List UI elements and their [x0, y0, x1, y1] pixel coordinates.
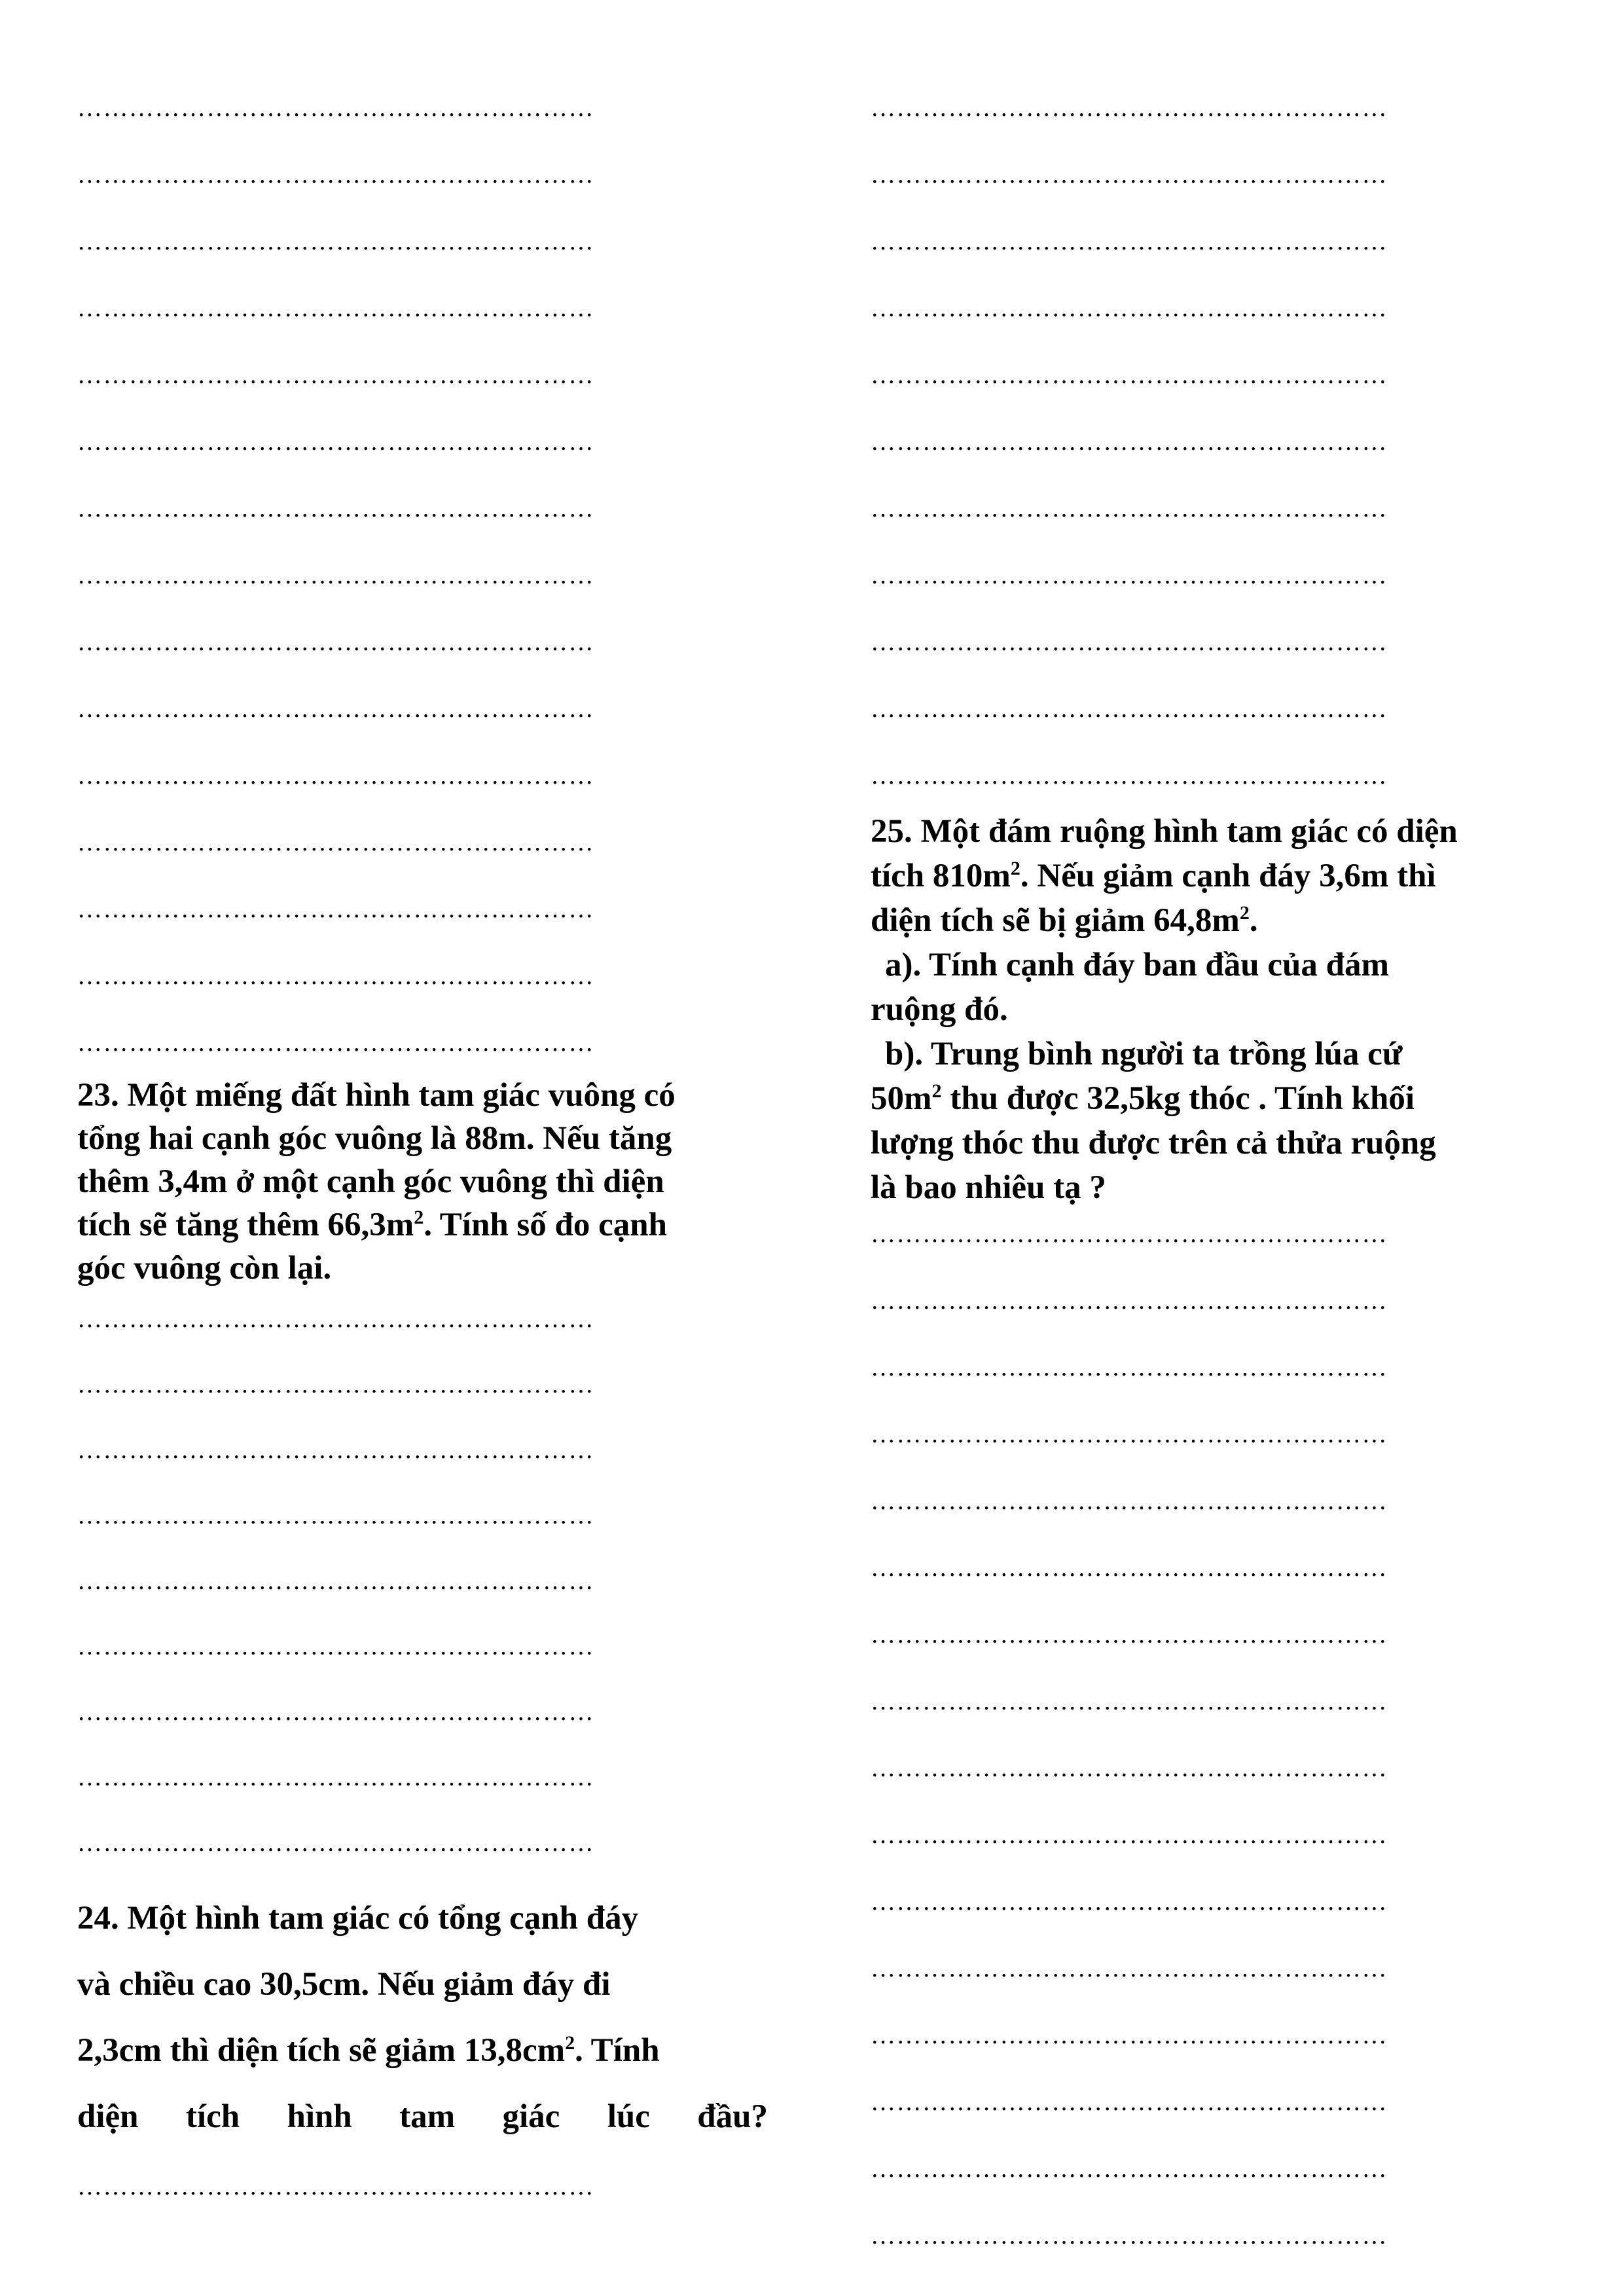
- answer-line: ……………………………………………………: [77, 1830, 594, 1856]
- problem-24-line: và chiều cao 30,5cm. Nếu giảm đáy đi: [77, 1966, 611, 2003]
- answer-line: ……………………………………………………: [871, 362, 1388, 388]
- problem-25-part-b: là bao nhiêu tạ ?: [871, 1169, 1106, 1206]
- answer-line: ……………………………………………………: [871, 1889, 1388, 1915]
- problem-25: [871, 809, 1558, 1210]
- answer-line: ……………………………………………………: [871, 2156, 1388, 2182]
- problem-23-line: 23. Một miếng đất hình tam giác vuông có: [77, 1077, 676, 1114]
- answer-line: ……………………………………………………: [77, 228, 594, 255]
- problem-24: [77, 1886, 768, 2150]
- answer-line: ……………………………………………………: [77, 829, 594, 856]
- answer-line: ……………………………………………………: [77, 362, 594, 388]
- answer-line: ……………………………………………………: [871, 1421, 1388, 1448]
- answer-line: ……………………………………………………: [871, 763, 1388, 789]
- problem-24-line: 24. Một hình tam giác có tổng cạnh đáy: [77, 1900, 639, 1937]
- answer-line: ……………………………………………………: [77, 429, 594, 455]
- answer-line: ……………………………………………………: [77, 696, 594, 722]
- problem-24-line: diện tích hình tam giác lúc đầu?: [77, 2098, 768, 2135]
- answer-line: ……………………………………………………: [77, 1764, 594, 1791]
- answer-line: ……………………………………………………: [871, 1956, 1388, 1982]
- answer-line: ……………………………………………………: [871, 1355, 1388, 1381]
- answer-line: ……………………………………………………: [871, 2089, 1388, 2115]
- problem-25-part-b: b). Trung bình người ta trồng lúa cứ: [885, 1036, 1403, 1072]
- answer-line: ……………………………………………………: [871, 1822, 1388, 1848]
- answer-line: ……………………………………………………: [871, 228, 1388, 255]
- answer-line: ……………………………………………………: [77, 95, 594, 121]
- answer-line: ……………………………………………………: [871, 1288, 1388, 1314]
- answer-line: ……………………………………………………: [77, 896, 594, 922]
- problem-23-line: tích sẽ tăng thêm $66,3m^2$. Tính số đo cạnh: [77, 1207, 668, 1243]
- problem-25-part-a: a). Tính cạnh đáy ban đầu của đám: [885, 947, 1390, 983]
- answer-line: ……………………………………………………: [871, 162, 1388, 188]
- answer-line: ……………………………………………………: [77, 963, 594, 989]
- problem-23-line: thêm 3,4m ở một cạnh góc vuông thì diện: [77, 1163, 664, 1200]
- problem-23-line: góc vuông còn lại.: [77, 1250, 332, 1286]
- answer-line: ……………………………………………………: [77, 1699, 594, 1725]
- problem-23-line: tổng hai cạnh góc vuông là 88m. Nếu tăng: [77, 1120, 672, 1157]
- answer-line: ……………………………………………………: [871, 1688, 1388, 1715]
- answer-line: ……………………………………………………: [871, 562, 1388, 589]
- answer-line: ……………………………………………………: [77, 763, 594, 789]
- answer-line: ……………………………………………………: [871, 1755, 1388, 1781]
- answer-line: ……………………………………………………: [871, 1622, 1388, 1648]
- answer-line: ……………………………………………………: [77, 1372, 594, 1398]
- problem-23: [77, 1074, 768, 1290]
- answer-line: ……………………………………………………: [77, 1633, 594, 1660]
- answer-line: ……………………………………………………: [871, 429, 1388, 455]
- answer-line: ……………………………………………………: [77, 1030, 594, 1056]
- answer-line: ……………………………………………………: [77, 162, 594, 188]
- answer-line: ……………………………………………………: [77, 496, 594, 522]
- answer-line: ……………………………………………………: [871, 629, 1388, 655]
- answer-line: ……………………………………………………: [871, 496, 1388, 522]
- answer-line: ……………………………………………………: [871, 2022, 1388, 2049]
- problem-25-part-b: $50m^2$ thu được 32,5kg thóc . Tính khối: [871, 1080, 1415, 1117]
- answer-line: ……………………………………………………: [77, 2174, 594, 2200]
- problem-25-line: tích $810m^2$. Nếu giảm cạnh đáy 3,6m thì: [871, 858, 1436, 894]
- answer-line: ……………………………………………………: [871, 295, 1388, 321]
- answer-line: ……………………………………………………: [871, 1221, 1388, 1247]
- problem-25-part-b: lượng thóc thu được trên cả thửa ruộng: [871, 1125, 1436, 1161]
- problem-24-line: 2,3cm thì diện tích sẽ giảm $13,8cm^2$. Tính: [77, 2032, 660, 2069]
- problem-25-line: diện tích sẽ bị giảm $64,8m^2$.: [871, 902, 1258, 939]
- answer-line: ……………………………………………………: [77, 562, 594, 589]
- answer-line: ……………………………………………………: [77, 1306, 594, 1332]
- problem-25-line: 25. Một đám ruộng hình tam giác có diện: [871, 813, 1458, 850]
- answer-line: ……………………………………………………: [77, 295, 594, 321]
- answer-line: ……………………………………………………: [871, 696, 1388, 722]
- problem-25-part-a: ruộng đó.: [871, 991, 1008, 1028]
- answer-line: ……………………………………………………: [77, 1568, 594, 1594]
- answer-line: ……………………………………………………: [77, 1437, 594, 1463]
- answer-line: ……………………………………………………: [77, 629, 594, 655]
- answer-line: ……………………………………………………: [871, 1488, 1388, 1514]
- answer-line: ……………………………………………………: [871, 95, 1388, 121]
- answer-line: ……………………………………………………: [871, 1555, 1388, 1581]
- answer-line: ……………………………………………………: [871, 2223, 1388, 2249]
- answer-line: ……………………………………………………: [77, 1503, 594, 1529]
